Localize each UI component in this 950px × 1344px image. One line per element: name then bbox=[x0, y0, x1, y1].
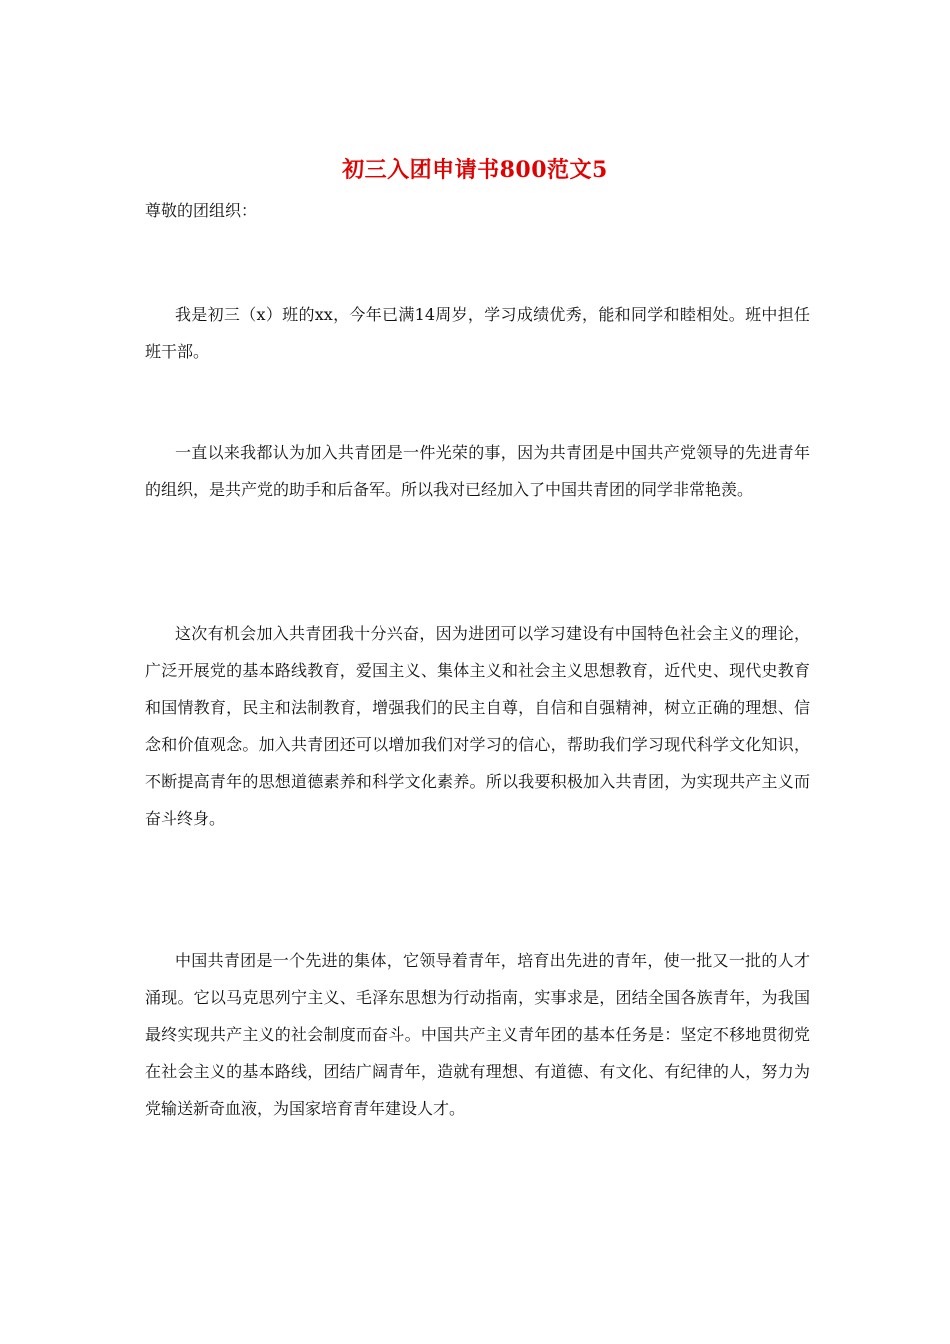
document-title: 初三入团申请书800范文5 bbox=[342, 157, 608, 183]
paragraph-2: 一直以来我都认为加入共青团是一件光荣的事，因为共青团是中国共产党领导的先进青年的组织，是共产党的助手和后备军。所以我对已经加入了中国共青团的同学非常艳羡。 bbox=[145, 443, 810, 499]
paragraph-3: 这次有机会加入共青团我十分兴奋，因为进团可以学习建设有中国特色社会主义的理论，广泛开展党的基本路线教育，爱国主义、集体主义和社会主义思想教育，近代史、现代史教育和国情教育，民主和法制教育，增强我们的民主自尊，自信和自强精神，树立正确的理想、信念和价值观念。加入共青团还可以增加我们对学习的信心，帮助我们学习现代科学文化知识，不断提高青年的思想道德素养和科学文化素养。所以我要积极加入共青团，为实现共产主义而奋斗终身。 bbox=[145, 624, 810, 828]
paragraph-1: 我是初三（x）班的xx，今年已满14周岁，学习成绩优秀，能和同学和睦相处。班中担任班干部。 bbox=[145, 305, 810, 361]
salutation: 尊敬的团组织： bbox=[145, 201, 258, 220]
paragraph-4: 中国共青团是一个先进的集体，它领导着青年，培育出先进的青年，使一批又一批的人才涌现。它以马克思列宁主义、毛泽东思想为行动指南，实事求是，团结全国各族青年，为我国最终实现共产主义的社会制度而奋斗。中国共产主义青年团的基本任务是：坚定不移地贯彻党在社会主义的基本路线，团结广阔青年，造就有理想、有道德、有文化、有纪律的人，努力为党输送新奇血液，为国家培育青年建设人才。 bbox=[145, 951, 810, 1118]
